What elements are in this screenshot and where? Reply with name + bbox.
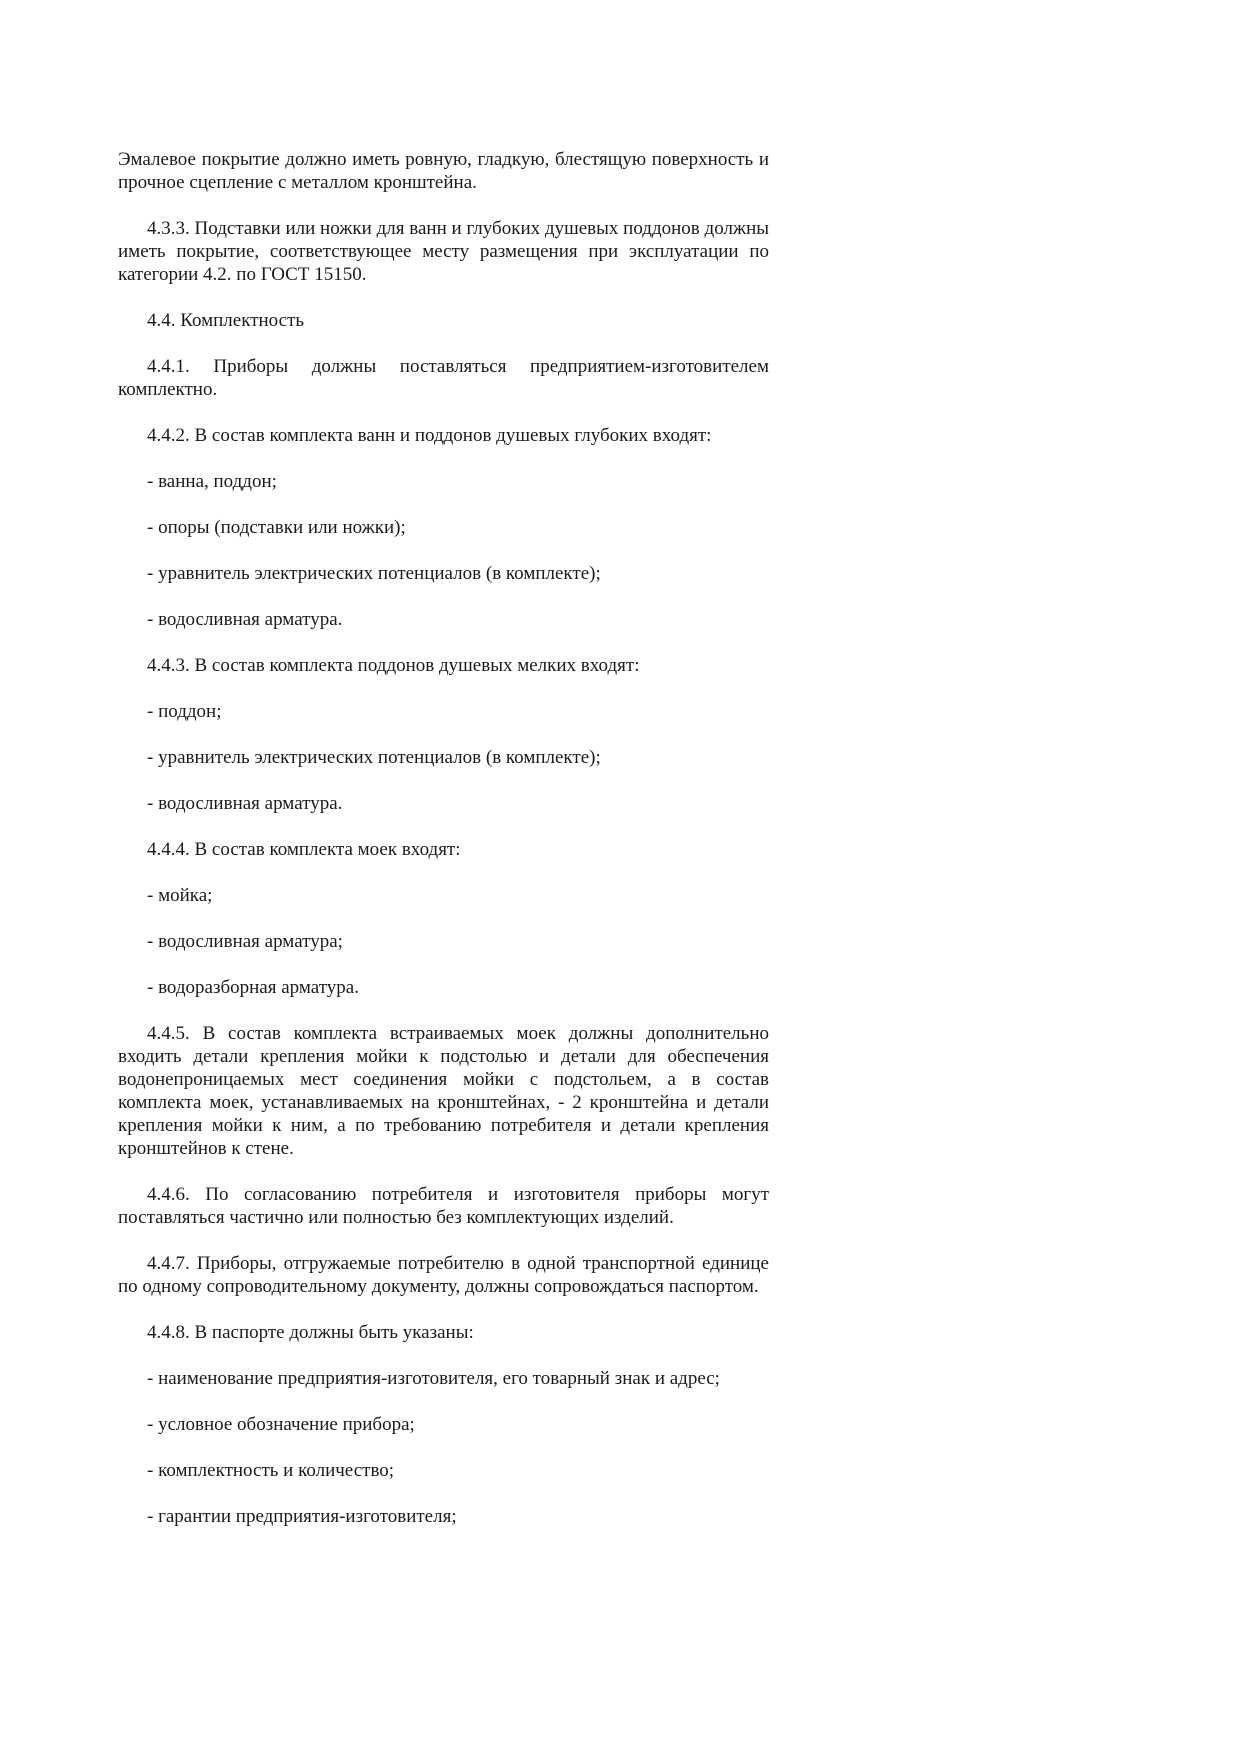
paragraph-4-4-2: 4.4.2. В состав комплекта ванн и поддонов душевых глубоких входят: [147, 425, 712, 446]
list-item: - поддон; [147, 701, 222, 722]
paragraph-enamel-coating: Эмалевое покрытие должно иметь ровную, гладкую, блестящую поверхность и прочное сцепление с металлом кронштейна. [118, 149, 769, 193]
list-item: - мойка; [147, 885, 213, 906]
list-item: - водосливная арматура. [147, 609, 343, 630]
paragraph-4-4-8: 4.4.8. В паспорте должны быть указаны: [147, 1322, 474, 1343]
document-page [118, 148, 769, 1551]
list-item: - водосливная арматура. [147, 793, 343, 814]
paragraph-4-3-3: 4.3.3. Подставки или ножки для ванн и глубоких душевых поддонов должны иметь покрытие, соответствующее месту размещения при эксплуатации по категории 4.2. по ГОСТ 15150. [118, 218, 769, 285]
paragraph-4-4-1: 4.4.1. Приборы должны поставляться предприятием-изготовителем комплектно. [118, 356, 769, 400]
paragraph-4-4-5: 4.4.5. В состав комплекта встраиваемых моек должны дополнительно входить детали крепления мойки к подстолью и детали для обеспечения водонепроницаемых мест соединения мойки с подстольем, а в состав комплекта моек, устанавливаемых на кронштейнах, - 2 кронштейна и детали крепления мойки к ним, а по требованию потребителя и детали крепления кронштейнов к стене. [118, 1023, 769, 1159]
list-item: - водоразборная арматура. [147, 977, 359, 998]
section-heading-4-4: 4.4. Комплектность [147, 310, 305, 331]
list-item: - комплектность и количество; [147, 1460, 395, 1481]
list-item: - наименование предприятия-изготовителя, его товарный знак и адрес; [147, 1368, 720, 1389]
list-item: - ванна, поддон; [147, 471, 277, 492]
list-item: - уравнитель электрических потенциалов (в комплекте); [147, 747, 601, 768]
list-item: - опоры (подставки или ножки); [147, 517, 406, 538]
list-item: - водосливная арматура; [147, 931, 343, 952]
paragraph-4-4-3: 4.4.3. В состав комплекта поддонов душевых мелких входят: [147, 655, 640, 676]
paragraph-4-4-7: 4.4.7. Приборы, отгружаемые потребителю в одной транспортной единице по одному сопроводительному документу, должны сопровождаться паспортом. [118, 1253, 769, 1297]
paragraph-4-4-6: 4.4.6. По согласованию потребителя и изготовителя приборы могут поставляться частично или полностью без комплектующих изделий. [118, 1184, 769, 1228]
list-item: - условное обозначение прибора; [147, 1414, 415, 1435]
paragraph-4-4-4: 4.4.4. В состав комплекта моек входят: [147, 839, 461, 860]
list-item: - гарантии предприятия-изготовителя; [147, 1506, 457, 1527]
list-item: - уравнитель электрических потенциалов (в комплекте); [147, 563, 601, 584]
